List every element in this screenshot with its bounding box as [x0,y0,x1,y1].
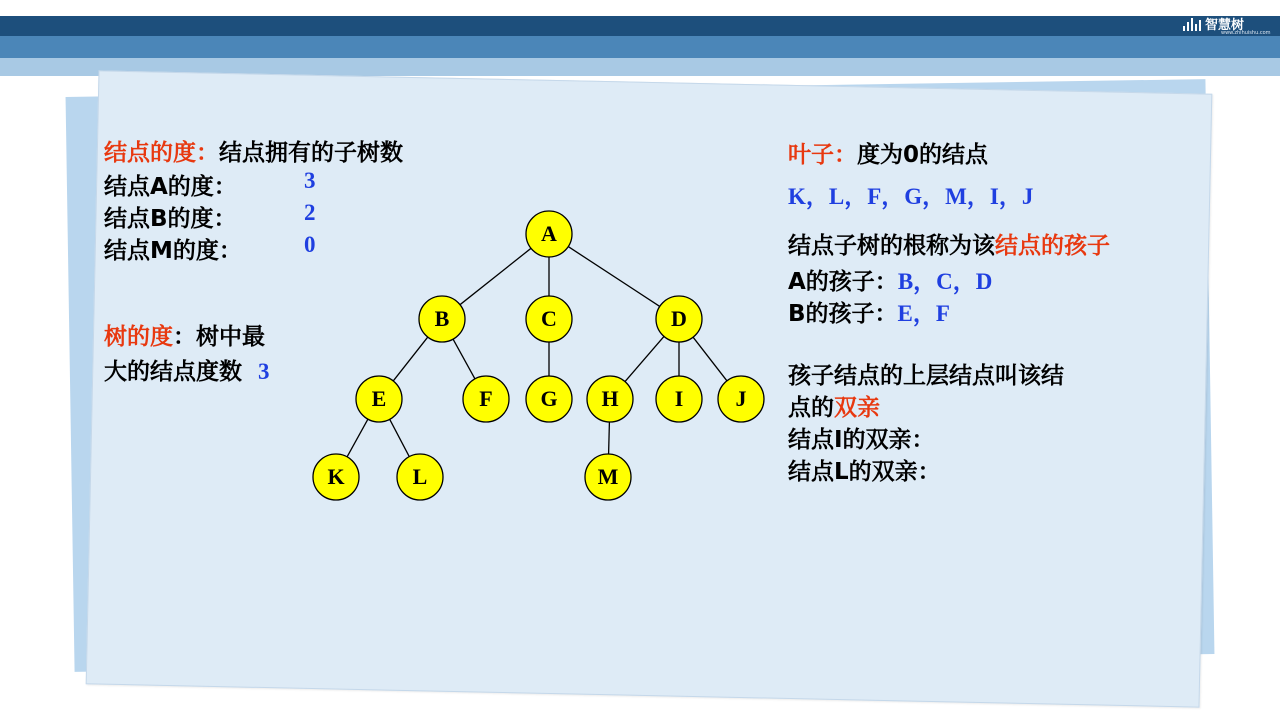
tree-degree-desc2: 大的结点度数 [104,359,242,385]
edge-B-E [393,337,428,381]
edge-D-H [625,336,664,381]
edge-H-M [609,422,610,454]
logo-url: www.zhihuishu.com [1220,30,1271,36]
tree-node-D [656,296,702,342]
edge-D-J [693,337,727,381]
edge-B-F [453,339,475,379]
tree-node-K [313,454,359,500]
degree-row-b-value: 2 [304,200,316,225]
node-label-A: A [541,221,557,246]
leaf-term: 叶子： [788,142,857,168]
node-label-F: F [479,386,493,411]
node-label-L: L [412,464,428,489]
tree-node-J [718,376,764,422]
tree-node-I [656,376,702,422]
node-degree-term: 结点的度： [104,140,219,166]
node-label-G: G [540,386,558,411]
tree-node-H [587,376,633,422]
parent-term: 双亲 [834,395,880,421]
node-label-H: H [601,386,619,411]
edge-E-K [347,419,368,457]
degree-row-m-value: 0 [304,232,316,257]
tree-node-M [585,454,631,500]
child-term: 结点的孩子 [995,233,1110,259]
node-label-K: K [327,464,345,489]
degree-row-a-value: 3 [304,168,316,193]
tree-node-B [419,296,465,342]
node-degree-desc: 结点拥有的子树数 [219,140,403,166]
children-b-value: E，F [897,301,950,326]
parent-of-l: 结点L的双亲： [788,459,941,485]
tree-node-A [526,211,572,257]
node-label-D: D [671,306,687,331]
leaf-definition [788,136,988,169]
tree-node-E [356,376,402,422]
tree-edges [347,247,727,457]
tree-nodes [313,211,764,500]
tree-degree-desc1: ：树中最 [173,324,265,350]
children-a-value: B，C，D [897,269,993,294]
tree-node-L [397,454,443,500]
tree-node-G [526,376,572,422]
node-label-M: M [597,464,619,489]
tree-degree-term: 树的度 [104,324,173,350]
node-label-C: C [541,306,557,331]
edge-A-D [568,247,659,307]
tree-degree-value: 3 [258,359,270,384]
children-b-label: B的孩子： [788,301,898,327]
node-label-B: B [434,306,450,331]
leaf-list: K，L，F，G，M，I，J [788,184,1034,209]
node-label-J: J [735,386,747,411]
logo-text: 智慧树 [1204,18,1244,33]
tree-node-C [526,296,572,342]
leaf-desc: 度为0的结点 [857,142,989,168]
parent-definition-line1: 孩子结点的上层结点叫该结 [788,363,1064,389]
degree-row-m-label: 结点M的度： [104,238,242,264]
children-of-b [788,295,950,328]
edge-E-L [390,419,410,456]
degree-row-b-label: 结点B的度： [104,206,237,232]
child-definition [788,227,1110,260]
degree-row-a-label: 结点A的度： [104,174,237,200]
tree-node-F [463,376,509,422]
node-label-I: I [674,386,684,411]
node-label-E: E [371,386,387,411]
children-of-a [788,263,992,296]
parent-line2-text: 点的 [788,395,834,421]
parent-of-i: 结点I的双亲： [788,427,935,453]
parent-definition-line2 [788,389,880,422]
child-intro: 结点子树的根称为该 [788,233,995,259]
edge-A-B [460,248,531,304]
children-a-label: A的孩子： [788,269,898,295]
